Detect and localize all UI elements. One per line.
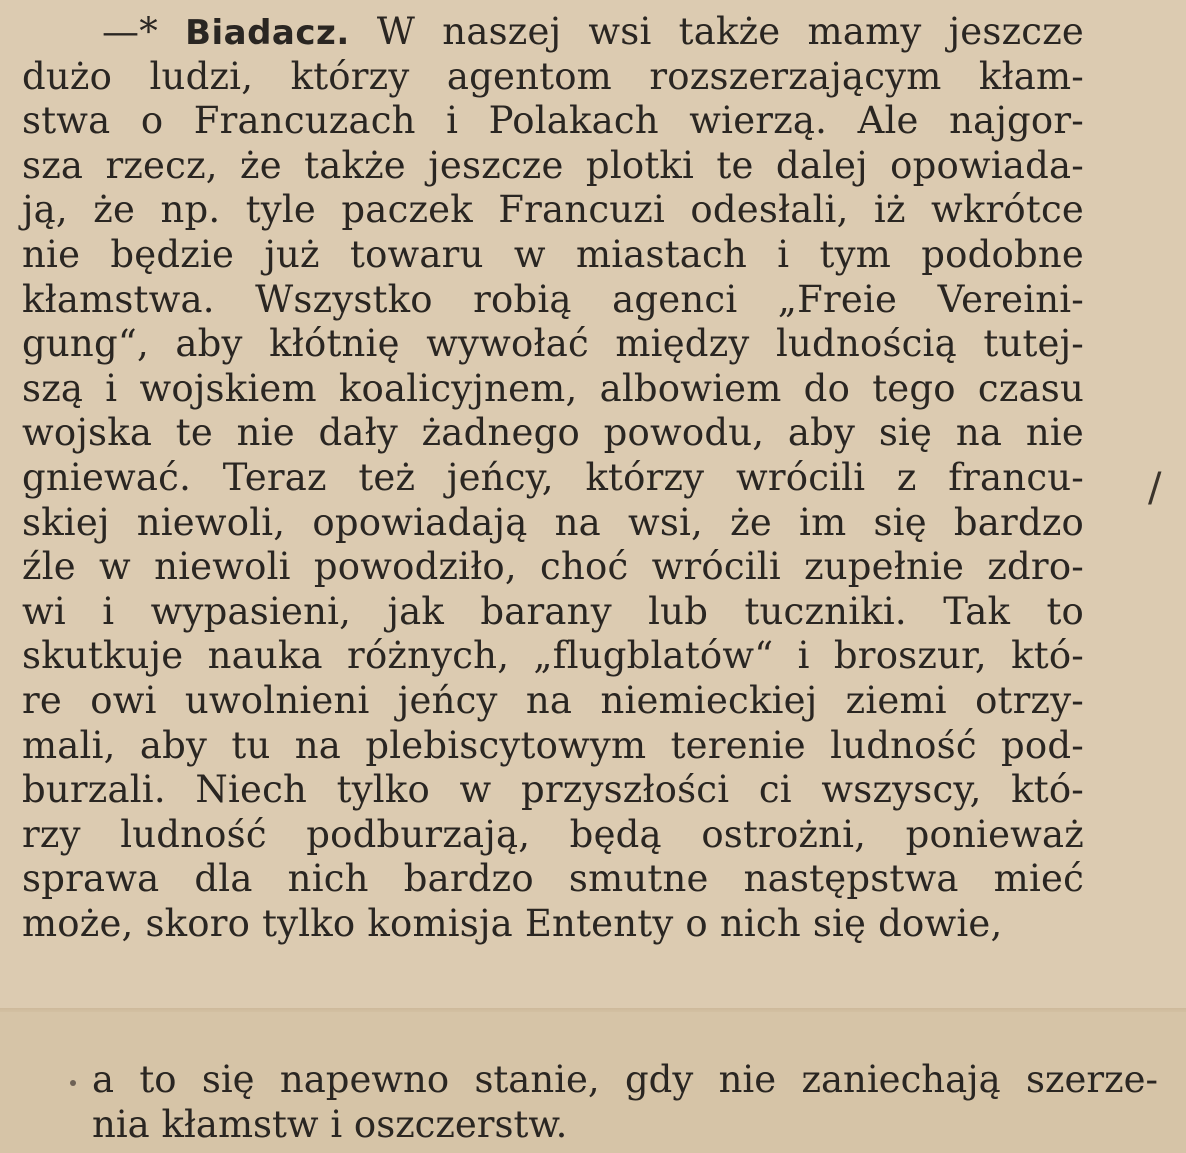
lead-dash: —* xyxy=(102,10,158,53)
article-line: szą i wojskiem koalicyjnem, albowiem do tego czasu xyxy=(22,366,1084,410)
article-line: skutkuje nauka różnych, „flugblatów“ i broszur, któ- xyxy=(22,634,1084,678)
article-line: stwa o Francuzach i Polakach wierzą. Ale najgor- xyxy=(22,99,1084,143)
article-line: burzali. Niech tylko w przyszłości ci wszyscy, któ- xyxy=(22,768,1084,812)
first-line-text: W naszej wsi także mamy jeszcze xyxy=(376,10,1084,53)
article-line: gung“, aby kłótnię wywołać między ludnością tutej- xyxy=(22,322,1084,366)
article-line xyxy=(22,10,1084,55)
article-line: sprawa dla nich bardzo smutne następstwa mieć xyxy=(22,857,1084,901)
article-line: skiej niewoli, opowiadają na wsi, że im się bardzo xyxy=(22,500,1084,544)
article-line: wi i wypasieni, jak barany lub tuczniki. Tak to xyxy=(22,589,1084,633)
margin-pencil-mark: / xyxy=(1148,465,1162,511)
article-line: ją, że np. tyle paczek Francuzi odesłali, iż wkrótce xyxy=(22,188,1084,232)
article-line: sza rzecz, że także jeszcze plotki te dalej opowiada- xyxy=(22,143,1084,187)
continuation-line: a to się napewno stanie, gdy nie zaniechają szerze- xyxy=(92,1058,1158,1101)
article-line: dużo ludzi, którzy agentom rozszerzającym kłam- xyxy=(22,54,1084,98)
article-line: re owi uwolnieni jeńcy na niemieckiej ziemi otrzy- xyxy=(22,679,1084,722)
article-line: gniewać. Teraz też jeńcy, którzy wrócili z francu- xyxy=(22,456,1084,499)
clipping-seam xyxy=(0,1008,1186,1012)
continuation-line: nia kłamstw i oszczerstw. xyxy=(92,1103,568,1146)
article-heading: Biadacz. xyxy=(185,13,350,53)
margin-dot xyxy=(70,1080,76,1086)
article-line: mali, aby tu na plebiscytowym terenie ludność pod- xyxy=(22,723,1084,767)
article-line: źle w niewoli powodziło, choć wrócili zupełnie zdro- xyxy=(22,545,1084,589)
article-line: wojska te nie dały żadnego powodu, aby się na nie xyxy=(22,411,1084,455)
article-line: rzy ludność podburzają, będą ostrożni, ponieważ xyxy=(22,812,1084,856)
article-line: nie będzie już towaru w miastach i tym podobne xyxy=(22,233,1084,276)
article-line: kłamstwa. Wszystko robią agenci „Freie Vereini- xyxy=(22,277,1084,321)
article-line: może, skoro tylko komisja Ententy o nich się dowie, xyxy=(22,902,1003,945)
